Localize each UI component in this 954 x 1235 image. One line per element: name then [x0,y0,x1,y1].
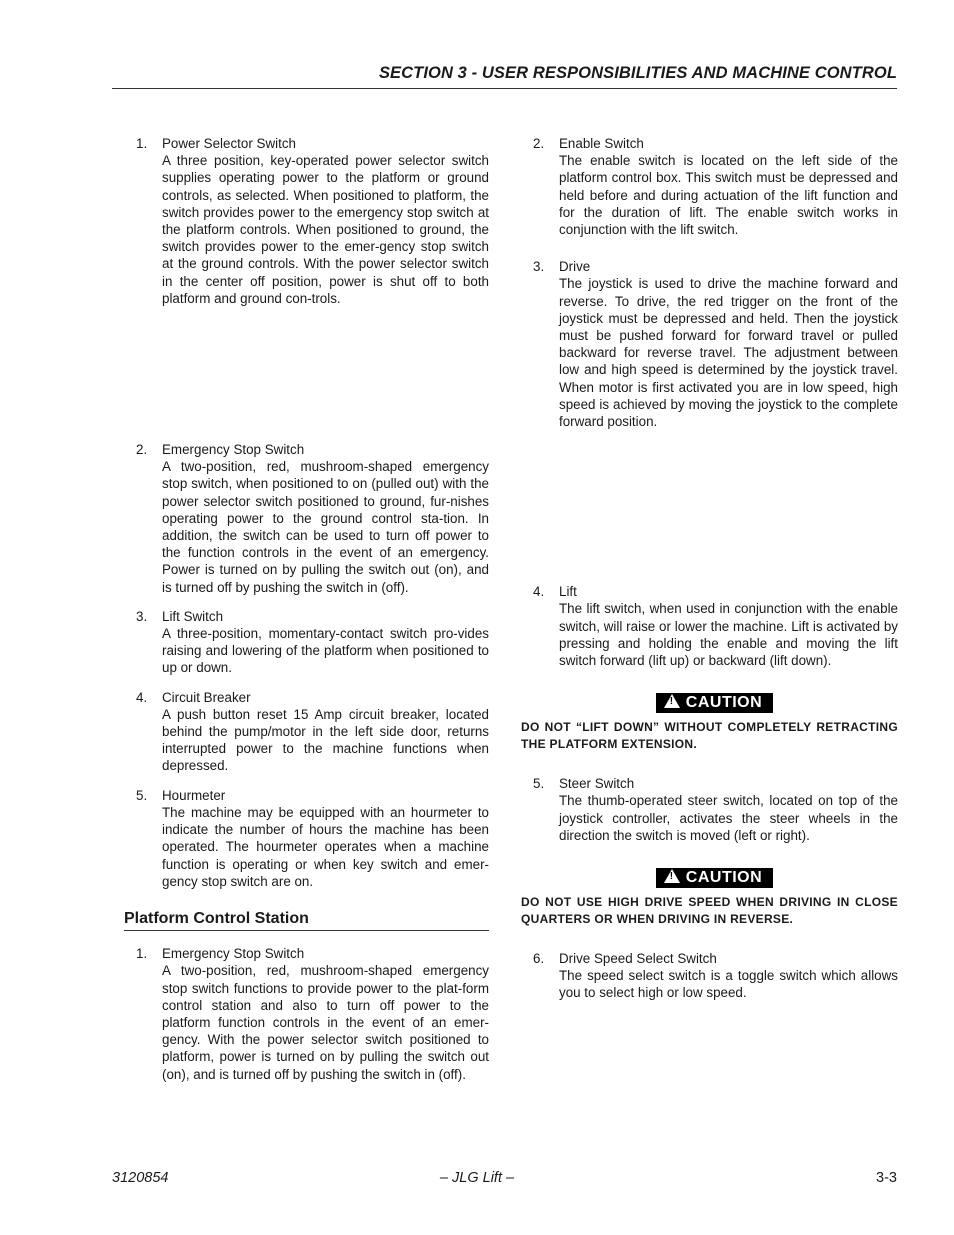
caution-badge [656,693,773,713]
item-body: The joystick is used to drive the machine forward and reverse. To drive, the red trigger on the front of the joystick must be depressed and held. Then the joystick must be pushed forward for forward travel or pulled backward for reverse travel. The adjustment between low and high speed is determined by the joystick travel. When motor is first activated you are in low speed, high speed is achieved by moving the joystick to the complete forward position. [559,276,898,430]
list-item [124,441,489,596]
item-body: A three position, key-operated power selector switch supplies operating power to the platform or ground controls, as selected. When positioned to platform, the switch provides power to the emergency stop switch at the platform controls. When positioned to ground, the switch provides power to the emer-gency stop switch at the ground controls. With the power selector switch in the center off position, power is shut off to both platform and ground con-trols. [162,153,489,306]
item-body: The thumb-operated steer switch, located on top of the joystick controller, activates the steer wheels in the direction the switch is moved (left or right). [559,793,898,843]
caution-label: CAUTION [685,694,763,712]
item-number: 2. [136,442,148,458]
item-number: 1. [136,946,148,962]
item-number: 5. [533,776,545,792]
item-title: Hourmeter [162,787,226,803]
warning-triangle-icon: ! [664,869,680,883]
item-body: A three-position, momentary-contact switch pro-vides raising and lowering of the platform when positioned to up or down. [162,626,489,676]
caution-label: CAUTION [685,869,763,887]
list-item [521,583,898,669]
item-title: Circuit Breaker [162,689,251,705]
item-number: 3. [533,259,545,275]
footer-doc-number: 3120854 [112,1170,169,1186]
item-body: A two-position, red, mushroom-shaped emergency stop switch, when positioned to on (pulled out) with the power selector switch positioned to ground, fur-nishes operating power to the ground control sta-tion. In addition, the switch can be used to turn off power to the function controls in the event of an emergency. Power is turned on by pulling the switch out (on), and is turned off by pushing the switch in (off). [162,459,489,595]
item-title: Drive [559,259,591,275]
item-title: Steer Switch [559,776,635,792]
list-item [124,135,489,307]
caution-text: DO NOT “LIFT DOWN” WITHOUT COMPLETELY RETRACTING THE PLATFORM EXTENSION. [521,720,898,752]
item-number: 1. [136,136,148,151]
list-item [124,787,489,890]
item-body: A two-position, red, mushroom-shaped emergency stop switch functions to provide power to the plat-form control station and also to turn off power to the platform function controls in the event of an emer-gency. With the power selector switch positioned to platform, power is turned on by pulling the switch out (on), and is turned off by pushing the switch in (off). [162,963,489,1082]
right-column [521,135,898,1002]
footer-page-number: 3-3 [876,1170,897,1186]
item-body: The machine may be equipped with an hourmeter to indicate the number of hours the machine has been operated. The hourmeter operates when a machine function is operating or when key switch and emer-gency stop switch are on. [162,804,489,889]
item-number: 2. [533,136,545,151]
item-body: The enable switch is located on the left side of the platform control box. This switch must be depressed and held before and during actuation of the lift function and for the duration of lift. The enable switch works in conjunction with the lift switch. [559,153,898,238]
left-column [124,135,489,1083]
item-number: 3. [136,608,148,624]
spacer [521,430,898,583]
list-item [124,945,489,1083]
spacer [124,307,489,441]
list-item [124,689,489,775]
item-number: 4. [136,689,148,705]
section-title: SECTION 3 - USER RESPONSIBILITIES AND MACHINE CONTROL [378,64,897,82]
item-number: 6. [533,951,545,967]
item-title: Power Selector Switch [162,136,296,151]
caution-text: DO NOT USE HIGH DRIVE SPEED WHEN DRIVING IN CLOSE QUARTERS OR WHEN DRIVING IN REVERSE. [521,895,898,927]
item-number: 5. [136,787,148,803]
list-item [521,775,898,844]
item-number: 4. [533,584,545,600]
item-title: Emergency Stop Switch [162,946,305,962]
list-item [521,258,898,430]
item-title: Lift [559,584,577,600]
item-body: The speed select switch is a toggle switch which allows you to select high or low speed. [559,968,898,1001]
item-title: Lift Switch [162,608,224,624]
caution-banner [531,868,898,888]
header-rule [112,88,897,89]
caution-badge [656,868,773,888]
item-title: Enable Switch [559,136,644,151]
item-title: Drive Speed Select Switch [559,951,717,967]
item-title: Emergency Stop Switch [162,442,305,458]
footer-publisher: – JLG Lift – [439,1170,515,1186]
platform-control-heading: Platform Control Station [124,910,489,931]
warning-triangle-icon: ! [664,694,680,708]
list-item [521,135,898,238]
item-body: The lift switch, when used in conjunction with the enable switch, will raise or lower the machine. Lift is activated by pressing and holding the enable and moving the lift switch forward (lift up) or backward (lift down). [559,601,898,669]
caution-banner [531,693,898,713]
list-item [124,608,489,677]
item-body: A push button reset 15 Amp circuit breaker, located behind the pump/motor in the left side door, returns interrupted power to the machine functions when depressed. [162,706,489,774]
list-item [521,950,898,1002]
